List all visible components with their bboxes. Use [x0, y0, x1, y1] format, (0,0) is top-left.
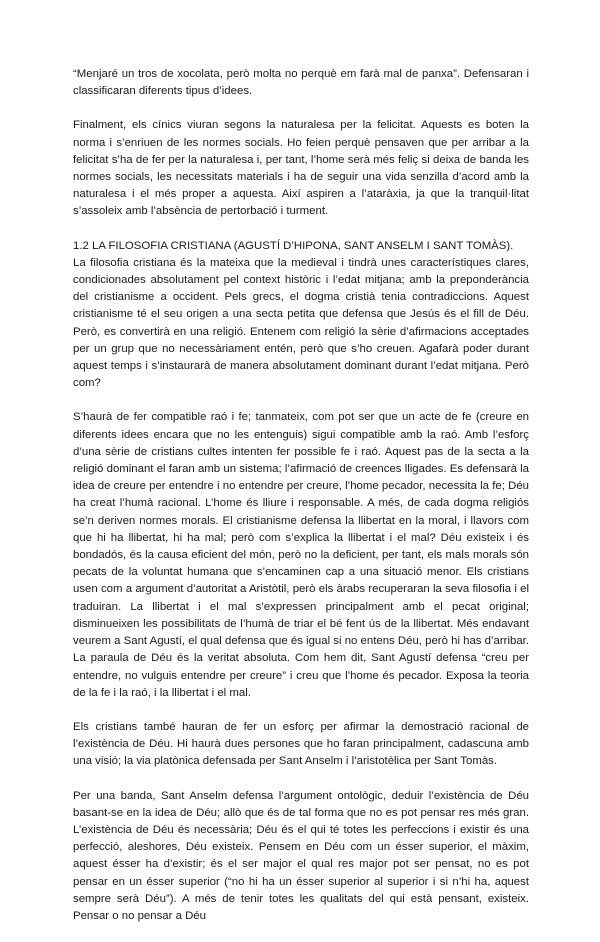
paragraph-saint-anselm: Per una banda, Sant Anselm defensa l’argument ontològic, deduir l’existència de Déu basant-se en la idea de Déu; allò que és de tal forma que no es pot pensar res més gran. L’existència de Déu és necessària; Déu és el qui té totes les perfeccions i existir és una perfecció, aleshores, Déu existeix. Pensem en Déu com un ésser superior, el màxim, aquest ésser ha d’existir; és el ser major el qual res major pot ser pensat, no es pot pensar en un ésser superior (“no hi ha un ésser superior al superior i si n’hi ha, aquest sempre serà Déu”). A més de tenir totes les qualitats del qui està pensant, existeix. Pensar o no pensar a Déu [73, 789, 529, 922]
section-heading: 1.2 LA FILOSOFIA CRISTIANA (AGUSTÍ D’HIPONA, SANT ANSELM I SANT TOMÀS). [73, 239, 514, 252]
paragraph-christian-philosophy: La filosofia cristiana és la mateixa que la medieval i tindrà unes característiques clares, condicionades absolutament pel context històric i l’edat mitjana; amb la preponderància del cristianisme a occident. Pels grecs, el dogma cristià tenia contradiccions. Aquest cristianisme té el seu origen a una secta petita que defensa que Jesús és el fill de Déu. Però, es convertirà en una religió. Entenem com religió la sèrie d’afirmacions acceptades per un grup que no necessàriament entén, però que s’ho creuen. Agafarà poder durant aquest temps i s’instaurarà de manera absolutament dominant durant l’edat mitjana. Però com? [73, 256, 529, 390]
paragraph-faith-and-reason: S’haurà de fer compatible raó i fe; tanmateix, com pot ser que un acte de fe (creure en diferents idees encara que no les entenguis) sigui compatible amb la raó. Amb l’esforç d’una sèrie de cristians cultes intenten fer possible fe i raó. Aquest pas de la secta a la religió dominant el faran amb un sistema; l’afirmació de creences lligades. Es defensarà la idea de creure per entendre i no entendre per creure, l’home pecador, necessita la fe; Déu ha creat l’humà racional. L’home és lliure i responsable. A més, de cada dogma religiós se’n deriven normes morals. El cristianisme defensa la llibertat en la moral, i llavors com que hi ha llibertat, hi ha mal; però com s’explica la llibertat i el mal? Déu existeix i és bondadós, és la causa eficient del món, però no la deficient, per tant, els mals morals són pecats de la voluntat humana que s’encaminen cap a una situació menor. Els cristians usen com a argument d’autoritat a Aristòtil, però els àrabs recuperaran la seva filosofia i el traduiran. La llibertat i el mal s’expressen principalment amb el pecat original; disminueixen les possibilitats de l’humà de triar el bé fent ús de la llibertat. Més endavant veurem a Sant Agustí, el qual defensa que és igual si no entens Déu, però hi has d’arribar. La paraula de Déu és la veritat absoluta. Com hem dit, Sant Agustí defensa “creu per entendre, no vulguis entendre per creure” i creu que l’home és pecador. Exposa la teoria de la fe i la raó, i la llibertat i el mal. [73, 411, 529, 699]
paragraph-chocolate-quote: “Menjaré un tros de xocolata, però molta no perquè em farà mal de panxa”. Defensaran i classificaran diferents tipus d’idees. [73, 68, 529, 98]
paragraph-cynics: Finalment, els cínics viuran segons la naturalesa per la felicitat. Aquests es boten la norma i s’enriuen de les normes socials. Ho feien perquè pensaven que per arribar a la felicitat s’ha de fer per la naturalesa i, per tant, l’home serà més feliç si deixa de banda les normes socials, les necessitats materials i ha de seguir una vida senzilla d’acord amb la naturalesa i el més proper a aquesta. Així aspiren a l’ataràxia, ja que la tranquil·litat s’assoleix amb l’absència de pertorbació i turment. [73, 119, 529, 218]
document-page [73, 66, 529, 942]
paragraph-existence-of-god: Els cristians també hauran de fer un esforç per afirmar la demostració racional de l’existència de Déu. Hi haurà dues persones que ho faran principalment, cadascuna amb una visió; la via platònica defensada per Sant Anselm i l’aristotèlica per Sant Tomàs. [73, 720, 529, 768]
